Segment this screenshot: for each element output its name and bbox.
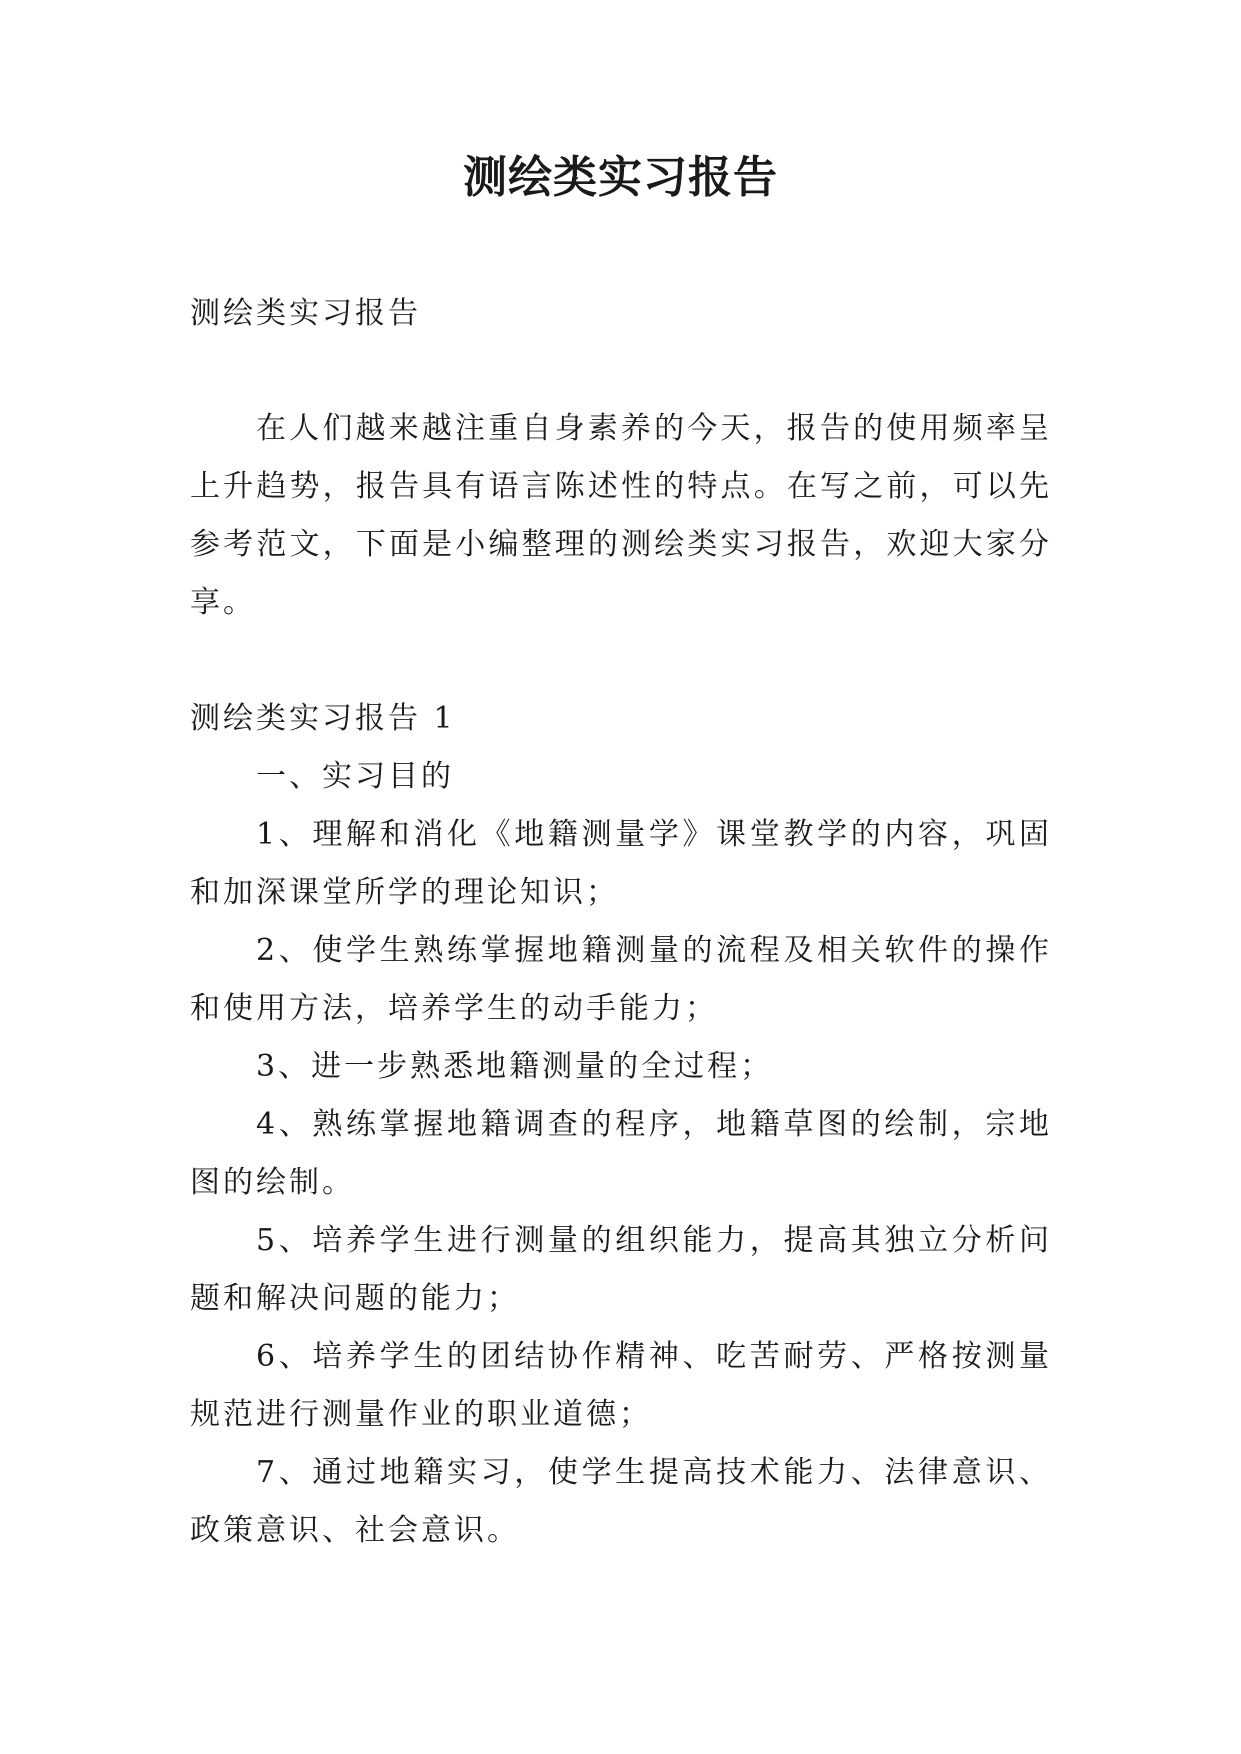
objective-item: 3、进一步熟悉地籍测量的全过程； <box>256 1049 774 1084</box>
objectives-section <box>190 748 1052 1560</box>
document-title: 测绘类实习报告 <box>463 152 778 203</box>
section-heading: 测绘类实习报告 1 <box>190 701 456 736</box>
objective-item: 6、培养学生的团结协作精神、吃苦耐劳、严格按测量规范进行测量作业的职业道德； <box>190 1339 1052 1432</box>
objective-item: 2、使学生熟练掌握地籍测量的流程及相关软件的操作和使用方法，培养学生的动手能力； <box>190 933 1052 1026</box>
objective-item: 5、培养学生进行测量的组织能力，提高其独立分析问题和解决问题的能力； <box>190 1223 1052 1316</box>
objective-item: 1、理解和消化《地籍测量学》课堂教学的内容，巩固和加深课堂所学的理论知识； <box>190 817 1052 910</box>
document-subtitle: 测绘类实习报告 <box>190 296 421 331</box>
objective-item: 4、熟练掌握地籍调查的程序，地籍草图的绘制，宗地图的绘制。 <box>190 1107 1052 1200</box>
intro-paragraph: 在人们越来越注重自身素养的今天，报告的使用频率呈上升趋势，报告具有语言陈述性的特点。在写之前，可以先参考范文，下面是小编整理的测绘类实习报告，欢迎大家分享。 <box>190 411 1052 620</box>
section-subheading: 一、实习目的 <box>256 759 454 794</box>
objective-item: 7、通过地籍实习，使学生提高技术能力、法律意识、政策意识、社会意识。 <box>190 1455 1052 1548</box>
